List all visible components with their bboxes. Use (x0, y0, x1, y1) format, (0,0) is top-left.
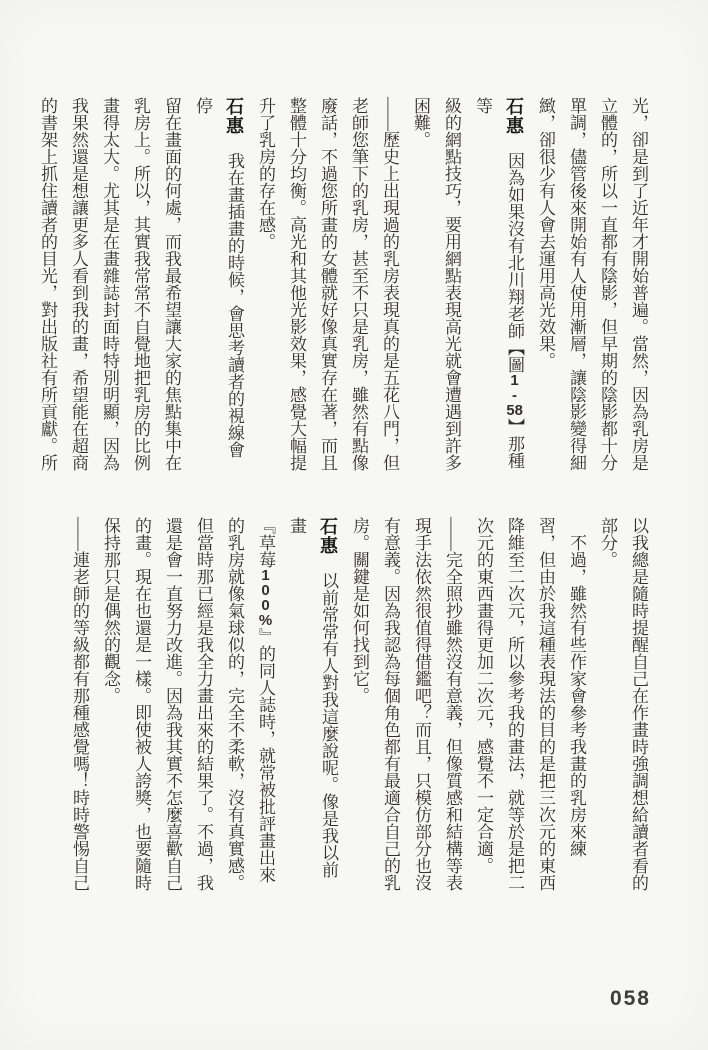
text-column: 以我總是隨時提醒自己在作畫時強調想給讀者看的 (629, 517, 648, 891)
speaker-name: 石惠 (318, 517, 338, 555)
text-column: 保持那只是偶然的觀念。 (101, 517, 120, 704)
text-column: 光，卻是到了近年才開始普遍。當然，因為乳房是 (629, 97, 648, 471)
speaker-name: 石惠 (224, 97, 244, 135)
inline-number: 58 (506, 403, 523, 418)
text-column: 廢話，不過您所畫的女體就好像真實存在著，而且 (318, 97, 337, 471)
text-column: 的畫。現在也還是一樣。即使被人誇獎，也要隨時 (132, 517, 151, 891)
text-column: 還是會一直努力改進。因為我其實不怎麼喜歡自己 (163, 517, 182, 891)
text-column: 但當時那已經是我全力畫出來的結果了。不過，我 (194, 517, 213, 891)
inline-number: - (512, 388, 517, 403)
inline-number: 1 (510, 373, 519, 388)
text-column: ——歷史上出現過的乳房表現真的是五花八門，但 (380, 97, 399, 471)
text-column: 緻，卻很少有人會去運用高光效果。 (536, 97, 555, 369)
inline-number: % (258, 613, 273, 628)
text-column: 石惠 因為如果沒有北川翔老師【圖1-58】那種等 (473, 97, 524, 469)
text-column: 部分。 (598, 517, 617, 568)
text-column: 現手法依然很值得借鑑吧？而且，只模仿部分也沒 (412, 517, 431, 891)
text-column: 降維至二次元，所以參考我的畫法，就等於是把二 (505, 517, 524, 891)
speaker-name: 石惠 (504, 97, 524, 135)
text-column: 的乳房就像氣球似的，完全不柔軟，沒有真實感。 (225, 517, 244, 891)
text-column: ——連老師的等級都有那種感覺嗎！時時警惕自己 (70, 517, 89, 891)
text-column: 我果然還是想讓更多人看到我的畫，希望能在超商 (69, 97, 88, 471)
upper-text-block (38, 97, 654, 479)
text-column: 整體十分均衡。高光和其他光影效果，感覺大幅提 (287, 97, 306, 471)
text-column: 單調，儘管後來開始有人使用漸層，讓陰影變得細 (567, 97, 586, 471)
text-column: 級的網點技巧，要用網點表現高光就會遭遇到許多 (442, 97, 461, 471)
inline-number: 0 (261, 598, 270, 613)
text-column: 困難。 (411, 97, 430, 148)
text-column: 次元的東西畫得更加二次元，感覺不一定合適。 (474, 517, 493, 874)
text-column: 石惠 我在畫插畫的時候，會思考讀者的視線會停 (193, 97, 244, 458)
text-column: 房。關鍵是如何找到它。 (350, 517, 369, 704)
text-column: 乳房上。所以，其實我常常不自覺地把乳房的比例 (131, 97, 150, 471)
text-column: 畫得太大。尤其是在畫雜誌封面時特別明顯，因為 (100, 97, 119, 471)
lower-text-block (70, 517, 654, 899)
text-column: 立體的，所以一直都有陰影，但早期的陰影都十分 (598, 97, 617, 471)
inline-number: 1 (261, 568, 270, 583)
page-number: 058 (609, 987, 651, 1010)
text-column: 不過，雖然有些作家會參考我畫的乳房來練 (567, 517, 586, 857)
text-column: 『草莓100%』的同人誌時，就常被批評畫出來 (256, 517, 275, 883)
text-column: 升了乳房的存在感。 (256, 97, 275, 250)
text-column: 留在畫面的何處，而我最希望讓大家的焦點集中在 (162, 97, 181, 471)
text-column: 習，但由於我這種表現法的目的是把三次元的東西 (536, 517, 555, 891)
text-column: 有意義。因為我認為每個角色都有最適合自己的乳 (381, 517, 400, 891)
text-column: ——完全照抄雖然沒有意義，但像質感和結構等表 (443, 517, 462, 891)
inline-number: 0 (261, 583, 270, 598)
text-column: 老師您筆下的乳房，甚至不只是乳房，雖然有點像 (349, 97, 368, 471)
text-column: 石惠 以前常常有人對我這麼說呢。像是我以前畫 (287, 517, 338, 878)
text-column: 的書架上抓住讀者的目光，對出版社有所貢獻。所 (38, 97, 57, 471)
